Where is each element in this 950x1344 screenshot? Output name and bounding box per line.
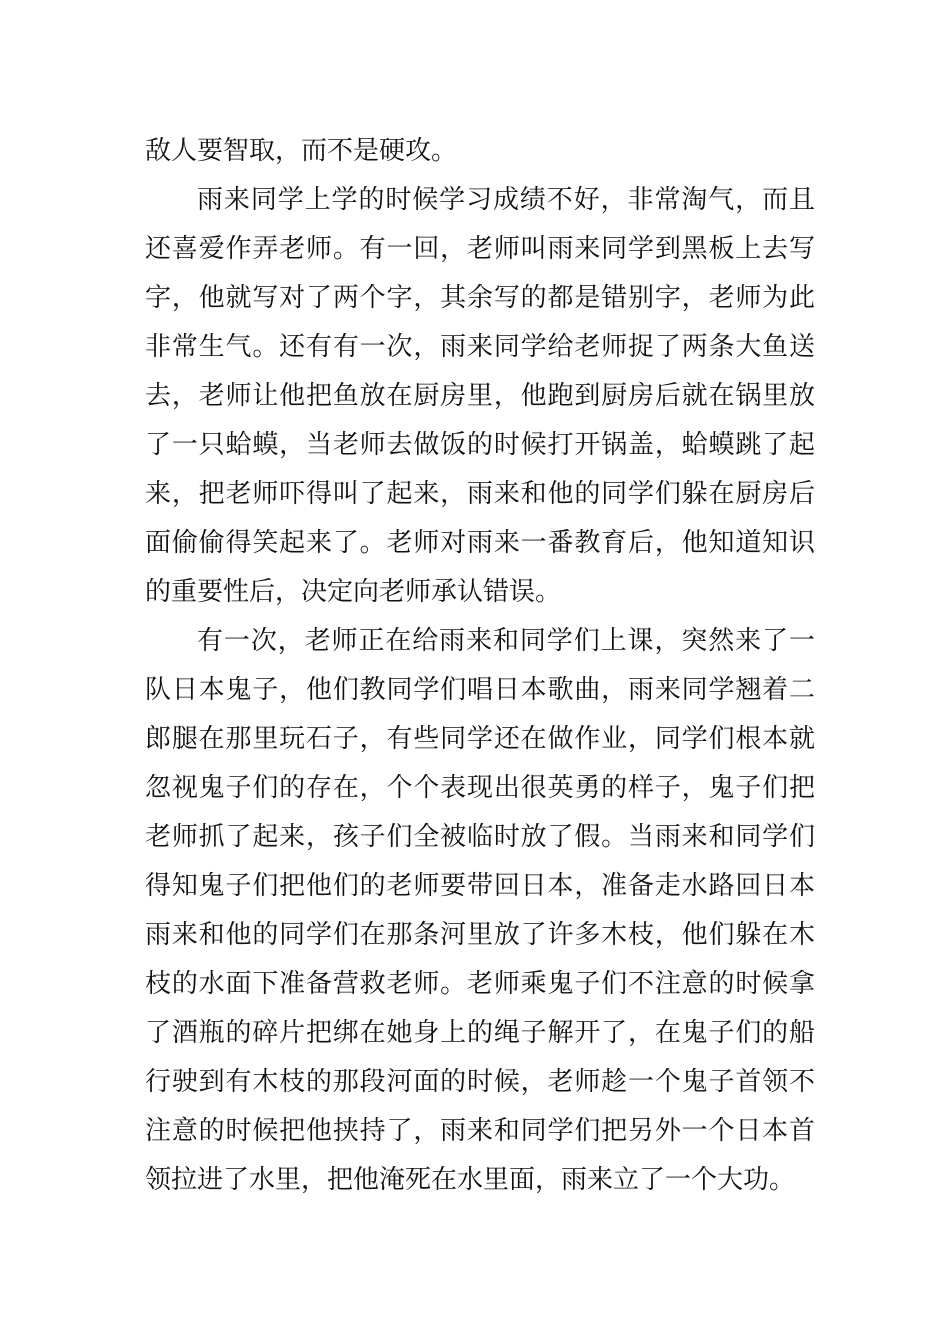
text-line: 非常生气。还有有一次，雨来同学给老师捉了两条大鱼送 bbox=[145, 332, 815, 362]
paragraph-first-line: 有一次，老师正在给雨来和同学们上课，突然来了一 bbox=[197, 626, 815, 656]
text-line: 面偷偷得笑起来了。老师对雨来一番教育后，他知道知识 bbox=[145, 528, 815, 558]
text-line: 雨来和他的同学们在那条河里放了许多木枝，他们躲在木 bbox=[145, 920, 815, 950]
text-line: 了酒瓶的碎片把绑在她身上的绳子解开了，在鬼子们的船 bbox=[145, 1018, 815, 1048]
text-line: 郎腿在那里玩石子，有些同学还在做作业，同学们根本就 bbox=[145, 724, 815, 754]
text-line: 忽视鬼子们的存在，个个表现出很英勇的样子，鬼子们把 bbox=[145, 773, 815, 803]
text-line: 敌人要智取，而不是硬攻。 bbox=[145, 136, 458, 166]
text-line: 字，他就写对了两个字，其余写的都是错别字，老师为此 bbox=[145, 283, 815, 313]
paragraph-first-line: 雨来同学上学的时候学习成绩不好，非常淘气，而且 bbox=[197, 185, 815, 215]
text-line: 队日本鬼子，他们教同学们唱日本歌曲，雨来同学翘着二 bbox=[145, 675, 815, 705]
text-line: 得知鬼子们把他们的老师要带回日本，准备走水路回日本 bbox=[145, 871, 815, 901]
text-line: 来，把老师吓得叫了起来，雨来和他的同学们躲在厨房后 bbox=[145, 479, 815, 509]
text-line: 还喜爱作弄老师。有一回，老师叫雨来同学到黑板上去写 bbox=[145, 234, 815, 264]
text-line: 领拉进了水里，把他淹死在水里面，雨来立了一个大功。 bbox=[145, 1165, 796, 1195]
text-line: 去，老师让他把鱼放在厨房里，他跑到厨房后就在锅里放 bbox=[145, 381, 815, 411]
text-line: 行驶到有木枝的那段河面的时候，老师趁一个鬼子首领不 bbox=[145, 1067, 815, 1097]
text-line: 的重要性后，决定向老师承认错误。 bbox=[145, 577, 562, 607]
text-line: 枝的水面下准备营救老师。老师乘鬼子们不注意的时候拿 bbox=[145, 969, 815, 999]
text-line: 了一只蛤蟆，当老师去做饭的时候打开锅盖，蛤蟆跳了起 bbox=[145, 430, 815, 460]
text-line: 注意的时候把他挟持了，雨来和同学们把另外一个日本首 bbox=[145, 1116, 815, 1146]
text-line: 老师抓了起来，孩子们全被临时放了假。当雨来和同学们 bbox=[145, 822, 815, 852]
